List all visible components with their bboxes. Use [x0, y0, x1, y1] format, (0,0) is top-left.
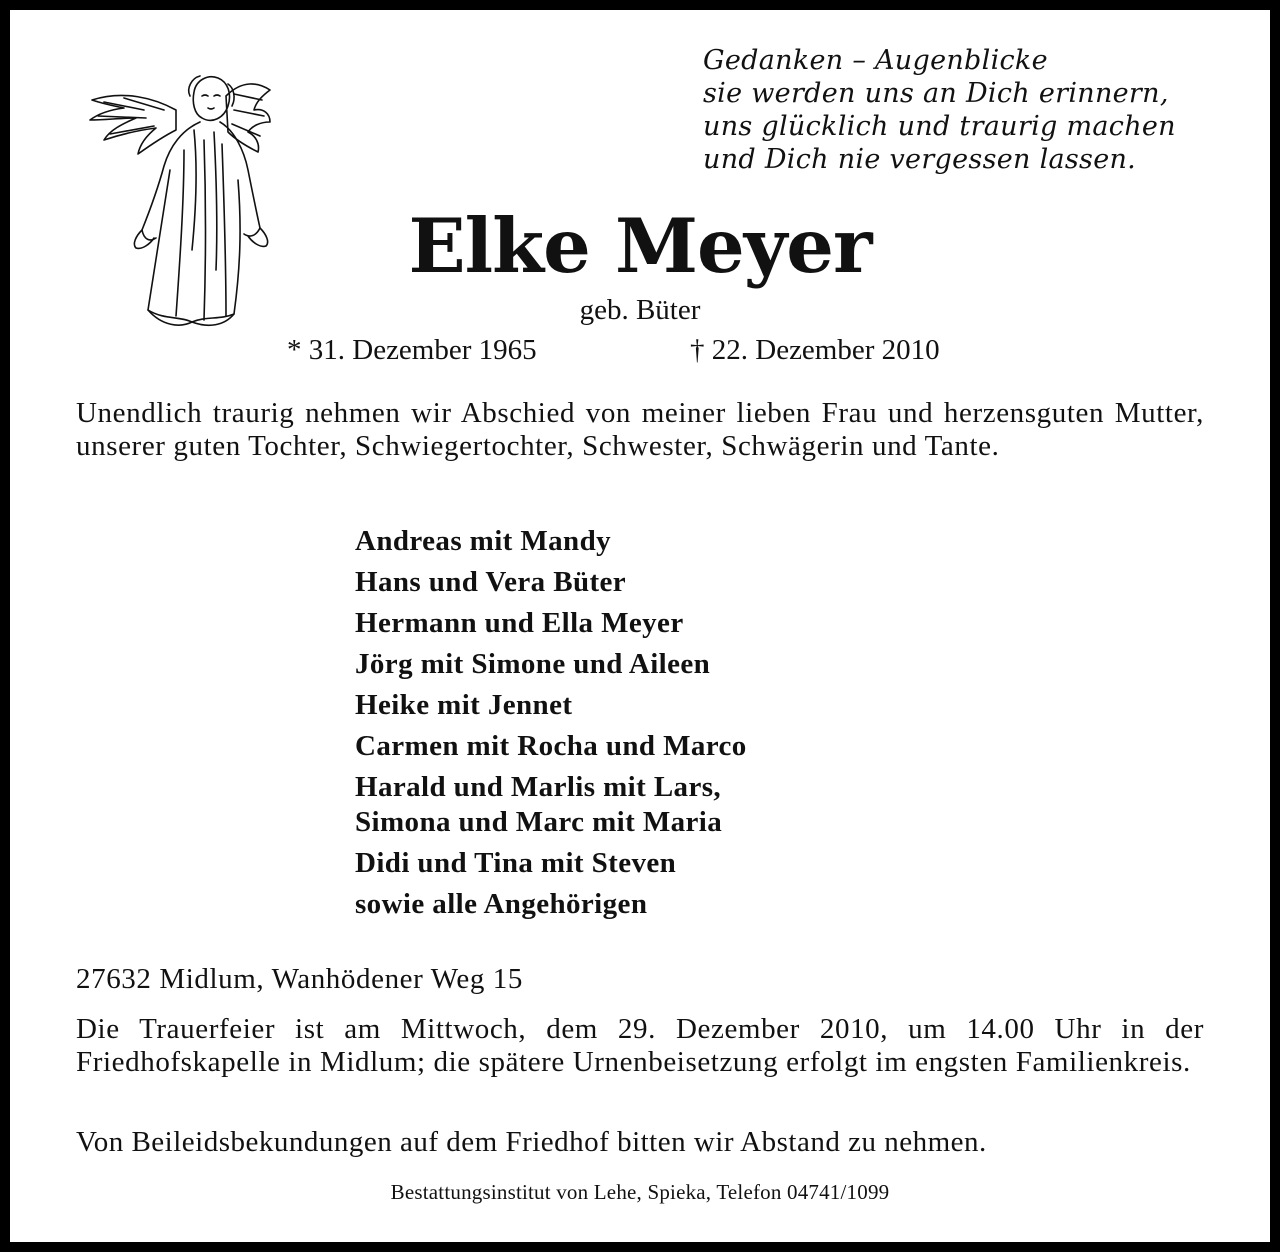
quote-line: sie werden uns an Dich erinnern,: [703, 78, 1169, 109]
mourner-entry: Harald und Marlis mit Lars, Simona und Marc mit Maria: [355, 771, 723, 838]
family-address: 27632 Midlum, Wanhödener Weg 15: [76, 963, 524, 995]
deceased-name: Elke Meyer: [408, 202, 872, 290]
mourner-entry: Didi und Tina mit Steven: [355, 847, 677, 879]
funeral-details: Die Trauerfeier ist am Mittwoch, dem 29. Dezember 2010, um 14.00 Uhr in der Friedhofskapelle in Midlum; die spätere Urnenbeisetzung erfolgt im engsten Familienkreis.: [76, 1013, 1204, 1078]
mourner-entry: sowie alle Angehörigen: [355, 888, 648, 920]
mourner-entry: Andreas mit Mandy: [355, 525, 612, 557]
condolence-note: Von Beileidsbekundungen auf dem Friedhof bitten wir Abstand zu nehmen.: [76, 1126, 987, 1158]
death-date: † 22. Dezember 2010: [690, 334, 940, 366]
quote-line: uns glücklich und traurig machen: [703, 111, 1176, 142]
birth-date: * 31. Dezember 1965: [287, 334, 537, 366]
mourner-entry: Jörg mit Simone und Aileen: [355, 648, 711, 680]
mourner-entry: Carmen mit Rocha und Marco: [355, 730, 747, 762]
maiden-name: geb. Büter: [579, 294, 701, 326]
mourners-list: [355, 524, 1055, 928]
mourner-entry: Hermann und Ella Meyer: [355, 607, 684, 639]
mourner-entry: Hans und Vera Büter: [355, 566, 627, 598]
mourner-entry: Heike mit Jennet: [355, 689, 573, 721]
quote-line: und Dich nie vergessen lassen.: [703, 144, 1137, 175]
quote-line: Gedanken – Augenblicke: [703, 45, 1048, 76]
undertaker-info: Bestattungsinstitut von Lehe, Spieka, Telefon 04741/1099: [390, 1180, 890, 1204]
memorial-quote: [703, 44, 1223, 176]
intro-paragraph: Unendlich traurig nehmen wir Abschied von meiner lieben Frau und herzensguten Mutter, unserer guten Tochter, Schwiegertochter, Schwester, Schwägerin und Tante.: [76, 397, 1204, 462]
